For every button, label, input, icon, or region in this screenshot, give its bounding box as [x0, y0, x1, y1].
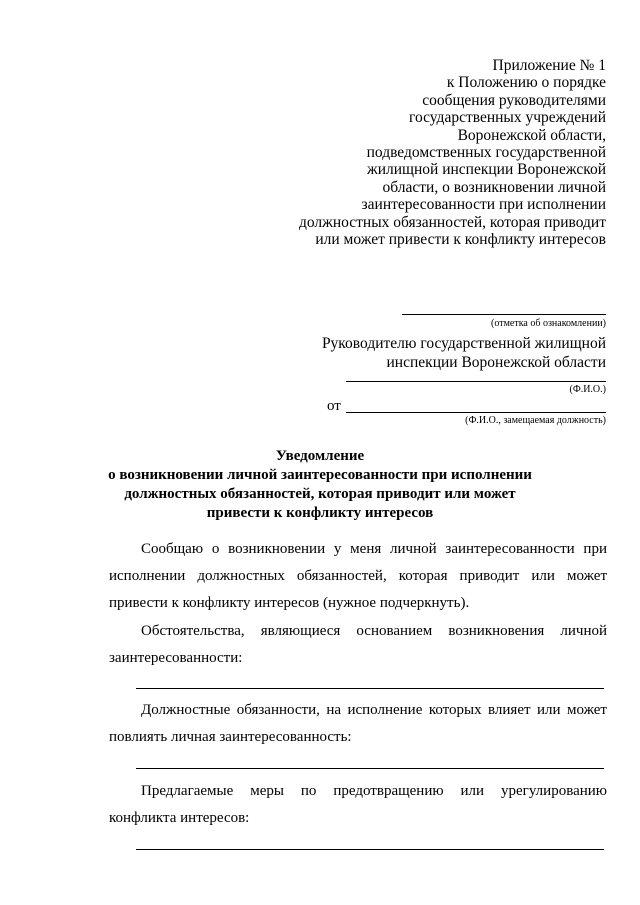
title-line: о возникновении личной заинтересованности при исполнении — [108, 467, 532, 483]
duties-answer-line — [136, 768, 604, 769]
appendix-line: сообщения руководителями — [422, 91, 606, 109]
measures-answer-line — [136, 849, 604, 850]
appendix-line: Воронежской области, — [457, 126, 606, 144]
appendix-line: заинтересованности при исполнении — [361, 196, 606, 214]
appendix-line: подведомственных государственной — [366, 144, 606, 162]
circumstances-answer-line — [136, 688, 604, 689]
appendix-header — [266, 57, 606, 248]
recipient-line: инспекции Воронежской области — [386, 354, 606, 371]
body-line: конфликта интересов: — [109, 810, 250, 826]
body-line: привести к конфликту интересов (нужное подчеркнуть). — [109, 595, 470, 611]
appendix-line: жилищной инспекции Воронежской — [367, 161, 606, 179]
title-line: привести к конфликту интересов — [206, 505, 434, 521]
acknowledgement-line — [402, 314, 606, 315]
recipient-fio-line — [346, 381, 606, 382]
recipient-block — [286, 334, 606, 372]
notice-title — [0, 447, 640, 523]
title-line: Уведомление — [275, 448, 365, 464]
appendix-line: к Положению о порядке — [446, 74, 606, 92]
appendix-line: государственных учреждений — [409, 109, 606, 127]
body-line: заинтересованности: — [109, 650, 243, 666]
appendix-line: должностных обязанностей, которая приводит — [298, 213, 606, 231]
from-caption: (Ф.И.О., замещаемая должность) — [465, 415, 606, 426]
from-label: от — [327, 398, 341, 414]
body-line: Должностные обязанности, на исполнение которых влияет или может — [141, 702, 607, 718]
body-line: исполнении должностных обязанностей, которая приводит или может — [109, 568, 607, 584]
body-line: Сообщаю о возникновении у меня личной заинтересованности при — [141, 541, 607, 557]
recipient-line: Руководителю государственной жилищной — [321, 335, 606, 352]
appendix-line: или может привести к конфликту интересов — [315, 231, 606, 249]
recipient-fio-caption: (Ф.И.О.) — [569, 384, 606, 395]
appendix-line: области, о возникновении личной — [382, 178, 606, 196]
appendix-line: Приложение № 1 — [492, 57, 606, 74]
body-line: повлиять личная заинтересованность: — [109, 729, 352, 745]
body-line: Предлагаемые меры по предотвращению или урегулированию — [141, 783, 607, 799]
from-line — [346, 412, 606, 413]
title-line: должностных обязанностей, которая приводит или может — [124, 486, 516, 502]
body-line: Обстоятельства, являющиеся основанием возникновения личной — [141, 623, 607, 639]
acknowledgement-caption: (отметка об ознакомлении) — [491, 318, 606, 329]
